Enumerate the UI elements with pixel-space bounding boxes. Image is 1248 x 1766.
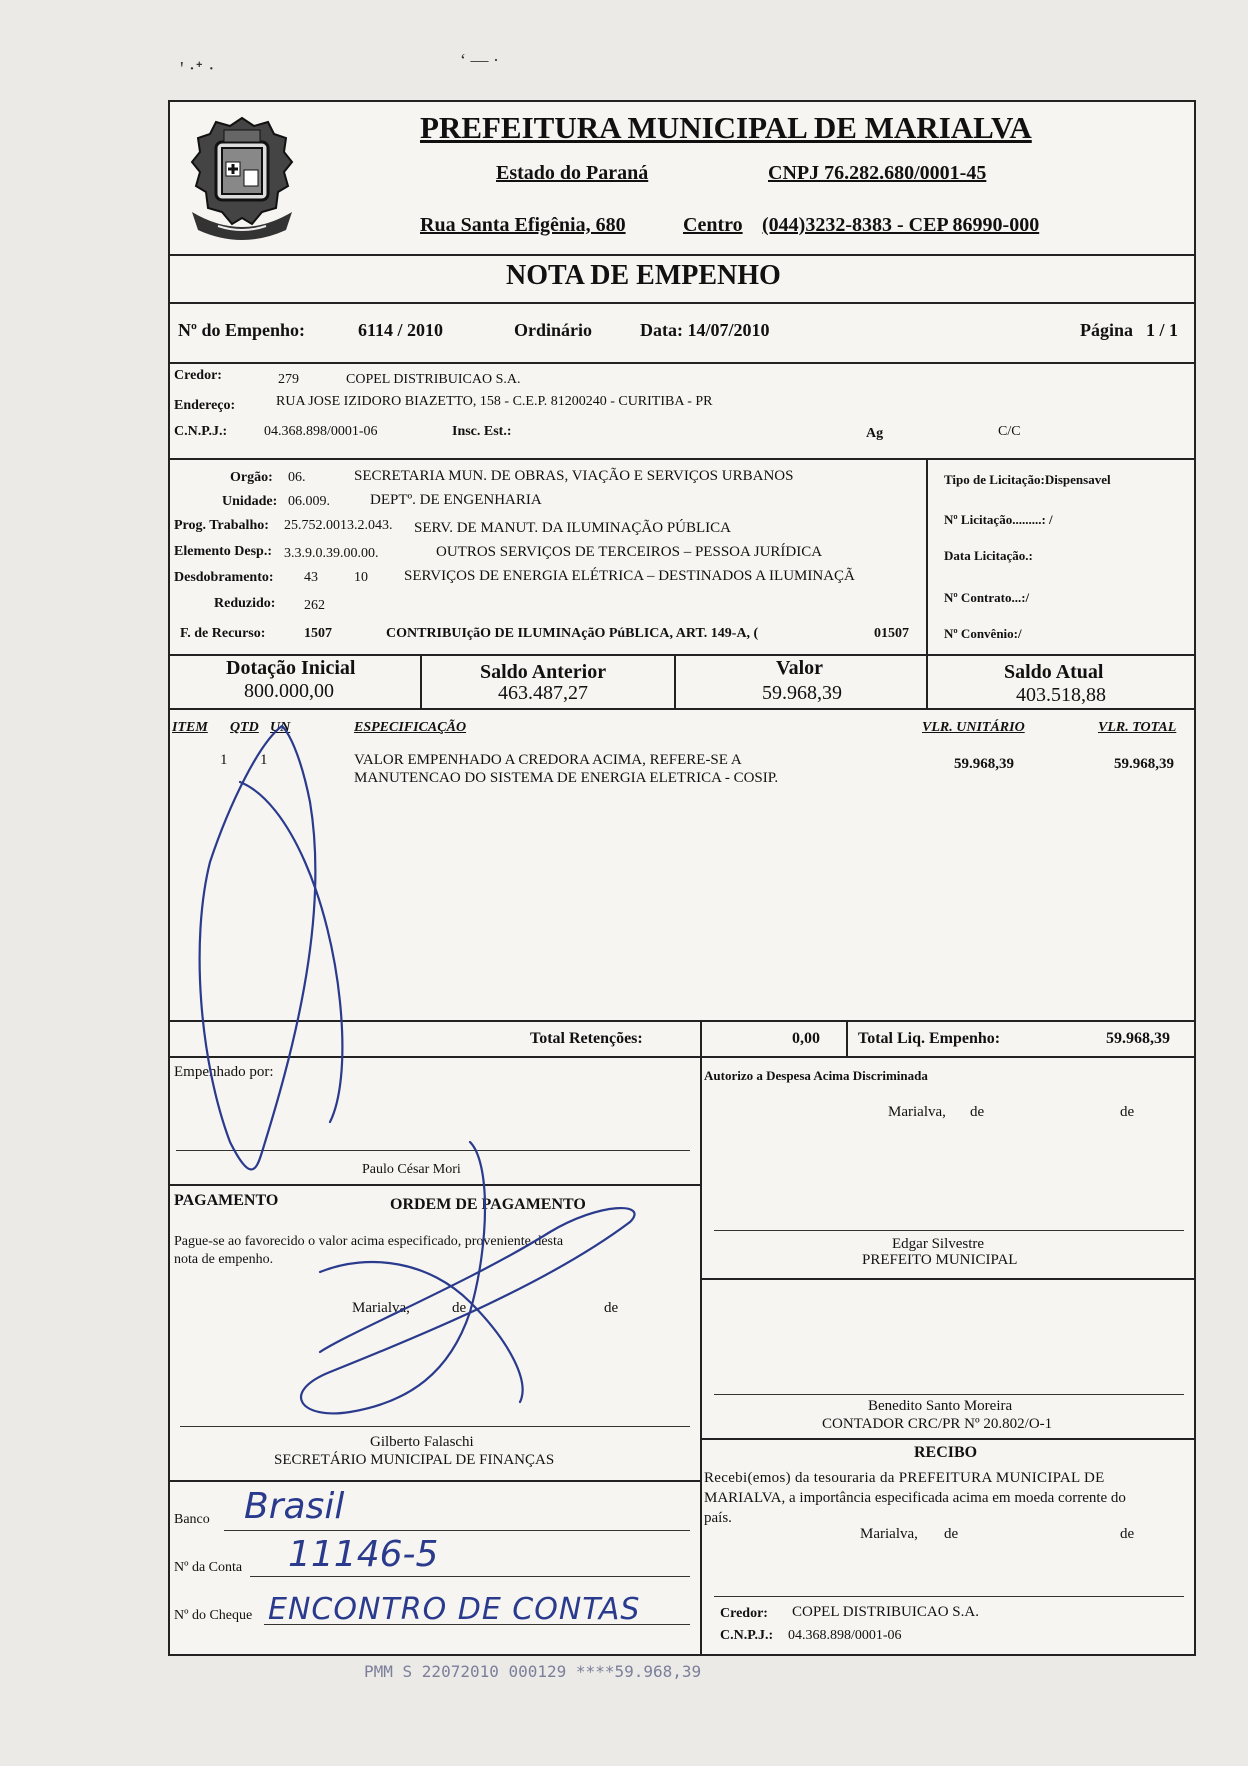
- autorizo-marialva: Marialva,: [888, 1104, 946, 1120]
- col-especificacao: ESPECIFICAÇÃO: [354, 720, 467, 735]
- recibo-title: RECIBO: [914, 1444, 978, 1461]
- nota-de-empenho-form: [168, 100, 1196, 1656]
- desdobramento: SERVIÇOS DE ENERGIA ELÉTRICA – DESTINADOS A ILUMINAÇÃ: [404, 568, 855, 584]
- elemento-label: Elemento Desp.:: [174, 544, 272, 559]
- empenho-number: 6114 / 2010: [358, 320, 444, 340]
- credor-cnpj: 04.368.898/0001-06: [264, 424, 378, 439]
- desdobramento-a: 43: [304, 570, 318, 585]
- saldo-atual-label: Saldo Atual: [1004, 661, 1104, 683]
- recurso-code-2: 01507: [874, 626, 909, 641]
- credor-label: Credor:: [174, 368, 222, 383]
- secretario-nome: Gilberto Falaschi: [370, 1434, 474, 1450]
- secretario-cargo: SECRETÁRIO MUNICIPAL DE FINANÇAS: [274, 1452, 555, 1468]
- address-label: Rua Santa Efigênia, 680: [420, 214, 626, 236]
- empenhado-label: Empenhado por:: [174, 1064, 274, 1080]
- banco-handwritten: Brasil: [244, 1486, 345, 1527]
- payment-stamp: PMM S 22072010 000129 ****59.968,39: [364, 1662, 702, 1681]
- pagamento-de-2: de: [604, 1300, 619, 1316]
- col-total-value: VLR. TOTAL: [1098, 720, 1177, 735]
- phone-cep-label: (044)3232-8383 - CEP 86990-000: [762, 214, 1040, 236]
- pagamento-label: PAGAMENTO: [174, 1192, 279, 1209]
- pague-text-1: Pague-se ao favorecido o valor acima especificado, proveniente desta: [174, 1234, 564, 1249]
- secretario-signature-stroke: [320, 1262, 523, 1402]
- recibo-cnpj-label: C.N.P.J.:: [720, 1628, 774, 1643]
- unidade-code: 06.009.: [288, 494, 330, 509]
- unidade: DEPTº. DE ENGENHARIA: [370, 492, 542, 508]
- recibo-text-1: Recebi(emos) da tesouraria da PREFEITURA MUNICIPAL DE: [704, 1470, 1105, 1486]
- scan-mark: ' ·ᐩ ·: [180, 58, 215, 80]
- autorizo-label: Autorizo a Despesa Acima Discriminada: [704, 1068, 928, 1083]
- col-qtd: QTD: [230, 720, 259, 735]
- recibo-cnpj: 04.368.898/0001-06: [788, 1628, 902, 1643]
- col-item: ITEM: [172, 720, 208, 735]
- pagamento-de-1: de: [452, 1300, 467, 1316]
- desdobramento-label: Desdobramento:: [174, 570, 274, 585]
- cc-label: C/C: [998, 424, 1021, 439]
- credor-name: COPEL DISTRIBUICAO S.A.: [346, 372, 521, 387]
- recibo-text-2: MARIALVA, a importância especificada acima em moeda corrente do: [704, 1490, 1126, 1506]
- valor-value: 59.968,39: [762, 682, 842, 704]
- dotacao-value: 800.000,00: [244, 680, 334, 702]
- banco-label: Banco: [174, 1512, 210, 1527]
- cheque-label: Nº do Cheque: [174, 1608, 253, 1623]
- reduzido: 262: [304, 598, 325, 613]
- recibo-credor-label: Credor:: [720, 1606, 768, 1621]
- ag-label: Ag: [866, 426, 884, 441]
- elemento: OUTROS SERVIÇOS DE TERCEIROS – PESSOA JURÍDICA: [436, 544, 823, 560]
- col-un: UN: [270, 720, 291, 735]
- prog: SERV. DE MANUT. DA ILUMINAÇÃO PÚBLICA: [414, 520, 732, 536]
- row-description-1: VALOR EMPENHADO A CREDORA ACIMA, REFERE-SE A: [354, 752, 742, 768]
- credor-cnpj-label: C.N.P.J.:: [174, 424, 228, 439]
- empenhado-nome: Paulo César Mori: [362, 1162, 461, 1177]
- convenio: Nº Convênio:/: [944, 626, 1022, 641]
- contrato: Nº Contrato...:/: [944, 590, 1030, 605]
- orgao-code: 06.: [288, 470, 306, 485]
- autorizo-de-2: de: [1120, 1104, 1135, 1120]
- recibo-marialva: Marialva,: [860, 1526, 918, 1542]
- secretario-signature-stroke: [301, 1142, 634, 1413]
- retencoes-label: Total Retenções:: [530, 1030, 643, 1047]
- empenho-signature-stroke: [240, 782, 342, 1122]
- credor-code: 279: [278, 372, 299, 387]
- data-licitacao: Data Licitação.:: [944, 548, 1033, 563]
- col-unit-value: VLR. UNITÁRIO: [922, 720, 1025, 735]
- cnpj-label: CNPJ 76.282.680/0001-45: [768, 162, 987, 184]
- contador-nome: Benedito Santo Moreira: [868, 1398, 1013, 1414]
- row-unit-value: 59.968,39: [954, 756, 1014, 772]
- recurso-code: 1507: [304, 626, 332, 641]
- document-title: NOTA DE EMPENHO: [506, 260, 781, 291]
- row-total-value: 59.968,39: [1114, 756, 1174, 772]
- empenho-number-label: Nº do Empenho:: [178, 320, 305, 340]
- saldo-atual-value: 403.518,88: [1016, 684, 1106, 706]
- numero-licitacao: Nº Licitação.........: /: [944, 512, 1053, 527]
- contador-cargo: CONTADOR CRC/PR Nº 20.802/O-1: [822, 1416, 1053, 1432]
- recibo-de-1: de: [944, 1526, 959, 1542]
- saldo-anterior-value: 463.487,27: [498, 682, 588, 704]
- district-label: Centro: [683, 214, 743, 236]
- row-qtd: 1: [260, 752, 268, 768]
- tipo-licitacao: Tipo de Licitação:Dispensavel: [944, 472, 1111, 487]
- unidade-label: Unidade:: [222, 494, 278, 509]
- autorizo-de-1: de: [970, 1104, 985, 1120]
- liquido-value: 59.968,39: [1106, 1030, 1170, 1047]
- recibo-de-2: de: [1120, 1526, 1135, 1542]
- row-description-2: MANUTENCAO DO SISTEMA DE ENERGIA ELETRICA - COSIP.: [354, 770, 779, 786]
- ordem-pagamento-label: ORDEM DE PAGAMENTO: [390, 1196, 586, 1213]
- row-item: 1: [220, 752, 228, 768]
- recurso: CONTRIBUIçãO DE ILUMINAçãO PúBLICA, ART. 149-A, (: [386, 626, 759, 641]
- prog-label: Prog. Trabalho:: [174, 518, 269, 533]
- scan-mark: ‘ — ·: [460, 50, 499, 70]
- conta-handwritten: 11146-5: [288, 1534, 439, 1575]
- elemento-code: 3.3.9.0.39.00.00.: [284, 546, 379, 561]
- credor-address: RUA JOSE IZIDORO BIAZETTO, 158 - C.E.P. 81200240 - CURITIBA - PR: [276, 394, 713, 409]
- orgao: SECRETARIA MUN. DE OBRAS, VIAÇÃO E SERVIÇOS URBANOS: [354, 468, 794, 484]
- saldo-anterior-label: Saldo Anterior: [480, 661, 607, 683]
- page-number: 1 / 1: [1146, 320, 1179, 340]
- recibo-credor: COPEL DISTRIBUICAO S.A.: [792, 1604, 979, 1620]
- empenho-date: Data: 14/07/2010: [640, 320, 770, 340]
- recibo-text-3: país.: [704, 1510, 732, 1526]
- pagamento-marialva: Marialva,: [352, 1300, 410, 1316]
- retencoes-value: 0,00: [792, 1030, 820, 1047]
- cheque-handwritten: ENCONTRO DE CONTAS: [268, 1592, 641, 1627]
- valor-label: Valor: [776, 657, 824, 679]
- liquido-label: Total Liq. Empenho:: [858, 1030, 1001, 1047]
- recurso-label: F. de Recurso:: [180, 626, 266, 641]
- orgao-label: Orgão:: [230, 470, 273, 485]
- address-field-label: Endereço:: [174, 398, 236, 413]
- prefeito-nome: Edgar Silvestre: [892, 1236, 985, 1252]
- insc-est-label: Insc. Est.:: [452, 424, 512, 439]
- pague-text-2: nota de empenho.: [174, 1252, 274, 1267]
- prog-code: 25.752.0013.2.043.: [284, 518, 393, 533]
- signature-strokes: [170, 102, 1194, 1654]
- state-label: Estado do Paraná: [496, 162, 649, 184]
- conta-label: Nº da Conta: [174, 1560, 243, 1575]
- desdobramento-b: 10: [354, 570, 368, 585]
- reduzido-label: Reduzido:: [214, 596, 276, 611]
- dotacao-label: Dotação Inicial: [226, 657, 356, 679]
- prefeito-cargo: PREFEITO MUNICIPAL: [862, 1252, 1018, 1268]
- page-label: Página: [1080, 320, 1134, 340]
- empenho-type: Ordinário: [514, 320, 593, 340]
- city-hall-title: PREFEITURA MUNICIPAL DE MARIALVA: [420, 110, 1032, 145]
